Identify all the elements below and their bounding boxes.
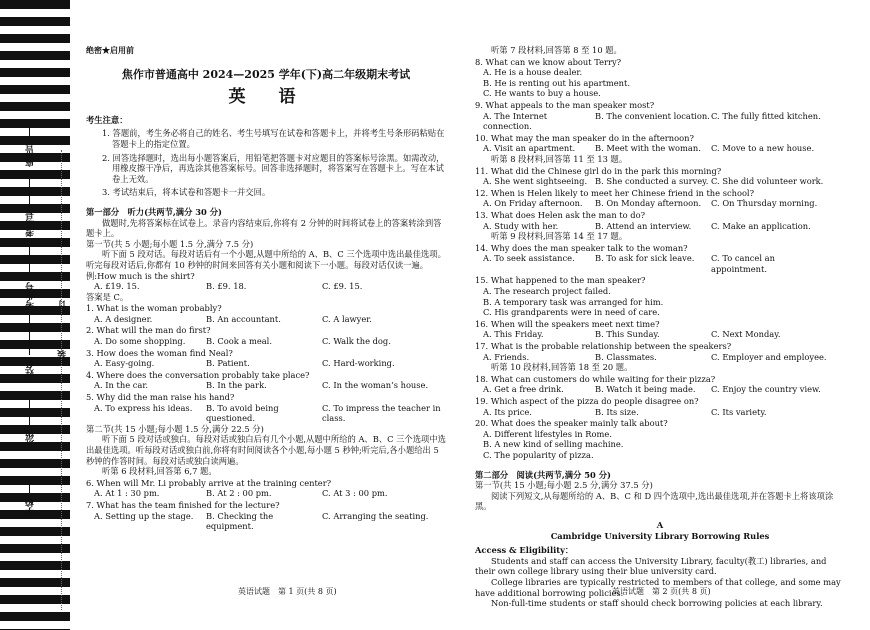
option: A. Do some shopping.	[94, 336, 186, 347]
option: A. In the car.	[94, 380, 149, 391]
question-options	[475, 176, 845, 187]
left-page	[86, 45, 446, 532]
option: B. He is renting out his apartment.	[483, 77, 631, 88]
option: A. Study with her.	[483, 220, 559, 231]
option: C. In the woman’s house.	[322, 380, 429, 391]
question-options	[475, 352, 845, 363]
option: C. His grandparents were in need of care.	[483, 307, 660, 318]
question-stem: 4. Where does the conversation probably take place?	[86, 369, 310, 380]
option: B. A new kind of selling machine.	[483, 439, 624, 450]
option: B. At 2 : 00 pm.	[206, 488, 272, 499]
question-stem: 14. Why does the man speaker talk to the woman?	[475, 242, 688, 253]
margin-label-class: 班级	[26, 430, 36, 448]
option: A. She went sightseeing.	[483, 176, 588, 187]
example-options	[86, 281, 446, 292]
section2-heading: 第二节(共 15 小题;每小题 1.5 分,满分 22.5 分)	[86, 423, 264, 434]
option: C. To impress the teacher in class.	[322, 402, 441, 424]
question-stem: 11. What did the Chinese girl do in the park this morning?	[475, 165, 722, 176]
question-options	[475, 221, 845, 232]
section1-heading: 第一节(共 5 小题;每小题 1.5 分,满分 7.5 分)	[86, 238, 254, 249]
option: C. Make an application.	[711, 220, 811, 231]
margin-fill-line	[29, 400, 31, 426]
option: C. At 3 : 00 pm.	[322, 488, 388, 499]
section2-intro: 听下面 5 段对话或独白。每段对话或独白后有几个小题,从题中所给的 A、B、C 三个选项中选出最佳选项。听每段对话或独白前,你将有时间阅读各个小题,每小题 5 秒钟;听完后,各小题给出 5 秒钟的作答时间。每段对话或独白读两遍。	[86, 434, 446, 466]
reading-section1-intro: 阅读下列短文,从每题所给的 A、B、C 和 D 四个选项中,选出最佳选项,并在答题卡上将该项涂黑。	[475, 490, 834, 512]
question-stem: 13. What does Helen ask the man to do?	[475, 209, 646, 220]
question-options	[475, 143, 845, 154]
option: A. Different lifestyles in Rome.	[483, 428, 612, 439]
option: B. £9. 18.	[206, 281, 247, 292]
option: B. Checking the equipment.	[206, 510, 274, 532]
option: B. Watch it being made.	[595, 384, 696, 395]
option: A. At 1 : 30 pm.	[94, 488, 160, 499]
option: C. Employer and employee.	[711, 351, 827, 362]
question-stem: 5. Why did the man raise his hand?	[86, 392, 235, 403]
question-options	[86, 403, 446, 424]
option: B. Patient.	[206, 358, 250, 369]
option: A. £19. 15.	[94, 281, 140, 292]
option: A. Friends.	[483, 351, 530, 362]
question-stem: 1. What is the woman probably?	[86, 303, 222, 314]
option: A. The research project failed.	[483, 286, 611, 297]
question-stem: 7. What has the team finished for the lecture?	[86, 499, 280, 510]
margin-label-name: 姓名	[26, 360, 36, 378]
margin-fill-line	[29, 175, 31, 205]
option: B. Attend an interview.	[595, 220, 692, 231]
question-stem: 12. When is Helen likely to meet her Chinese friend in the school?	[475, 187, 755, 198]
margin-fill-line	[29, 315, 31, 355]
secret-mark: 绝密★启用前	[86, 45, 134, 55]
option: C. Next Monday.	[711, 329, 781, 340]
section1-intro: 听下面 5 段对话。每段对话后有一个小题,从题中所给的 A、B、C 三个选项中选出最佳选项。听完每段对话后,你都有 10 秒钟的时间来回答有关小题和阅读下一小题。每段对话仅读一遍。	[86, 249, 446, 270]
option: A. On Friday afternoon.	[483, 198, 583, 209]
option: B. On Monday afternoon.	[595, 198, 702, 209]
option: C. He wants to buy a house.	[483, 88, 601, 99]
option: C. Enjoy the country view.	[711, 384, 821, 395]
question-options	[86, 336, 446, 347]
question-options	[86, 314, 446, 325]
option: C. The fully fitted kitchen.	[711, 110, 821, 121]
question-list	[86, 478, 446, 532]
notice-item: 3. 考试结束后，将本试卷和答题卡一并交回。	[102, 187, 271, 198]
question-options	[475, 329, 845, 340]
option: C. On Thursday morning.	[711, 198, 818, 209]
option: A. Easy-going.	[94, 358, 155, 369]
binding-cut-line	[61, 150, 62, 610]
notice-item: 2. 回答选择题时，选出每小题答案后，用铅笔把答题卡对应题目的答案标号涂黑。如需改动，用橡皮擦干净后，再选涂其他答案标号。回答非选择题时，将答案写在答题卡上。写在本试卷上无效。	[102, 152, 445, 184]
question-stem: 18. What can customers do while waiting for their pizza?	[475, 373, 716, 384]
option: B. To avoid being questioned.	[206, 402, 279, 424]
bind-mark: 线	[58, 238, 68, 247]
example-question: 例:How much is the shirt?	[86, 270, 195, 281]
question-stem: 8. What can we know about Terry?	[475, 56, 622, 67]
option: C. Move to a new house.	[711, 143, 815, 154]
question-options	[475, 384, 845, 395]
example-answer: 答案是 C。	[86, 291, 129, 302]
question-stem: 17. What is the probable relationship between the speakers?	[475, 341, 732, 352]
margin-label-seat-no: 座位号	[26, 140, 36, 167]
option: C. She did volunteer work.	[711, 176, 824, 187]
exam-title: 焦作市普通高中 2024—2025 学年(下)高二年级期末考试	[121, 67, 411, 81]
margin-label-school: 学校	[26, 498, 36, 516]
question-list	[86, 303, 446, 424]
option: B. A temporary task was arranged for him.	[483, 296, 664, 307]
part1-heading: 第一部分 听力(共两节,满分 30 分)	[86, 206, 222, 217]
option: A. This Friday.	[483, 329, 544, 340]
question-options	[475, 111, 845, 132]
passage-paragraph: Students and staff can access the University Library, faculty(教工) libraries, and their own college library using their blue university card.	[475, 555, 827, 577]
listening-material-note: 听第 7 段材料,回答第 8 至 10 题。	[491, 45, 622, 55]
notice-item: 1. 答题前，考生务必将自己的姓名、考生号填写在试卷和答题卡上，并将考生号条形码粘贴在答题卡上的指定位置。	[102, 128, 445, 149]
option: A. To seek assistance.	[483, 253, 575, 264]
question-options	[86, 511, 446, 532]
option: A. Visit an apartment.	[483, 143, 576, 154]
option: A. He is a house dealer.	[483, 67, 583, 78]
option: A. A designer.	[94, 313, 153, 324]
part1-intro: 做题时,先将答案标在试卷上。录音内容结束后,你将有 2 分钟的时间将试卷上的答案转涂到答题卡上。	[86, 217, 442, 239]
question-stem: 3. How does the woman find Neal?	[86, 347, 233, 358]
listening-material-note: 听第 10 段材料,回答第 18 至 20 题。	[491, 362, 633, 373]
passage-paragraph: College libraries are typically restricted to members of that college, and some may have additional borrowing policies.	[475, 576, 841, 598]
option: B. She conducted a survey.	[595, 176, 709, 187]
margin-label-candidate-no: 考生号	[26, 282, 36, 309]
option: B. The convenient location.	[595, 110, 710, 121]
question-stem: 9. What appeals to the man speaker most?	[475, 99, 655, 110]
option: C. Walk the dog.	[322, 336, 391, 347]
question-stem: 6. When will Mr. Li probably arrive at the training center?	[86, 477, 332, 488]
option: A. Get a free drink.	[483, 384, 564, 395]
question-stem: 10. What may the man speaker do in the afternoon?	[475, 132, 694, 143]
passage-title: Cambridge University Library Borrowing Rules	[550, 530, 770, 541]
option: C. Arranging the seating.	[322, 510, 429, 521]
question-stem: 19. Which aspect of the pizza do people disagree on?	[475, 396, 699, 406]
subject-title: 英 语	[228, 87, 304, 108]
option: B. To ask for sick leave.	[595, 253, 695, 264]
option: B. This Sunday.	[595, 329, 660, 340]
option: A. Setting up the stage.	[94, 510, 194, 521]
question-options	[475, 253, 845, 274]
listening-material-note: 听第 9 段材料,回答第 14 至 17 题。	[491, 231, 628, 242]
page-footer-right: 英语试题 第 2 页(共 8 页)	[612, 587, 711, 596]
question-options	[475, 407, 845, 418]
passage-subheading: Access & Eligibility：	[475, 545, 574, 556]
margin-label-room-no: 考场号	[26, 210, 36, 237]
option: A. The Internet connection.	[483, 110, 548, 132]
option: C. To cancel an appointment.	[711, 253, 775, 274]
question-list	[475, 45, 845, 461]
option: A. To express his ideas.	[94, 402, 193, 413]
passage-letter: A	[656, 519, 664, 530]
option: C. £9. 15.	[322, 281, 363, 292]
question-stem: 16. When will the speakers meet next time?	[475, 318, 660, 329]
question-options	[86, 380, 446, 391]
option: C. A lawyer.	[322, 313, 372, 324]
option: B. Its size.	[595, 406, 639, 417]
bind-mark: 装	[58, 350, 68, 359]
right-page	[475, 45, 845, 609]
question-stem: 2. What will the man do first?	[86, 325, 211, 336]
listening-material-note: 听第 8 段材料,回答第 11 至 13 题。	[491, 153, 628, 164]
option: C. Its variety.	[711, 406, 767, 417]
question-options	[86, 488, 446, 499]
binding-barcode-strip	[0, 0, 70, 630]
margin-fill-line	[29, 478, 31, 496]
part2-heading: 第二部分 阅读(共两节,满分 50 分)	[475, 469, 611, 480]
option: B. Classmates.	[595, 351, 657, 362]
option: B. An accountant.	[206, 313, 281, 324]
margin-fill-line	[29, 240, 31, 276]
notice-block	[86, 115, 446, 198]
question-stem: 15. What happened to the man speaker?	[475, 275, 646, 286]
reading-section1-heading: 第一节(共 15 小题;每小题 2.5 分,满分 37.5 分)	[475, 480, 653, 491]
option: B. In the park.	[206, 380, 267, 391]
notice-heading: 考生注意：	[86, 114, 128, 125]
question-options	[475, 198, 845, 209]
passage-paragraph: Non-full-time students or staff should check borrowing policies at each library.	[491, 598, 823, 609]
page-footer-left: 英语试题 第 1 页(共 8 页)	[238, 587, 337, 596]
margin-fill-line	[29, 120, 31, 138]
option: C. The popularity of pizza.	[483, 449, 594, 460]
listening-material-note: 听第 6 段材料,回答第 6,7 题。	[102, 466, 217, 477]
bind-mark: 订	[58, 300, 68, 309]
option: A. Its price.	[483, 406, 532, 417]
option: B. Meet with the woman.	[595, 143, 701, 154]
question-options	[86, 358, 446, 369]
question-stem: 20. What does the speaker mainly talk about?	[475, 418, 668, 429]
option: C. Hard-working.	[322, 358, 395, 369]
option: B. Cook a meal.	[206, 336, 272, 347]
